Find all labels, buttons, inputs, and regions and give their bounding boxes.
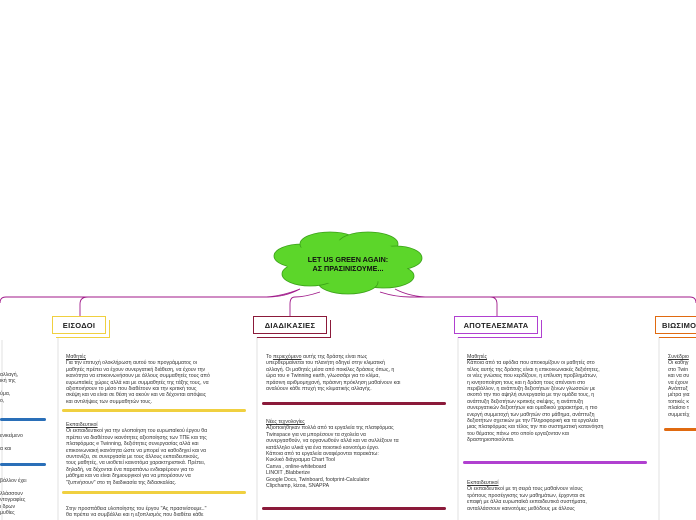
sep-apotelesmata-1 xyxy=(463,461,647,464)
note-heading: Μαθητές xyxy=(66,354,86,360)
note-apotelesmata-students: Μαθητές Κάποια από τα εφόδια που αποκομίζουν οι μαθητές στο τέλος αυτής της δράσης είναι η επικοινωνιακές δεξιότητες, οι νέες γνώσεις που κερδίζουν, η επίλυση προβλημάτων, η κινητοποίηση τους και η δράση τους απέναντι στο περιβάλλον, η ανάπτυξη δεξιοτήτων ξένων γλωσσών με σκοπό την πιο αψηλή συνεργασία με την ομάδα τους, η ανάπτυξη δεξιοτήτων κριτικής σκέψης, η ανάπτυξη συνεργατικών δεξιοτήτων και ομαδικού χαρακτήρα, η πιο ενεργή συμμετοχή των μαθητών στο μάθημα, ανάπτυξη δεξιοτήτων σχετικών με την Πληροφορική και τα εργαλεία μιας πλατφόρμας και τέλος την πιο συστηματική κατανόηση του θέματος πάνω στο οποίο εργαζονταν και δραστηριοποιούνται. xyxy=(467,354,604,444)
left-sep-1 xyxy=(0,418,46,421)
note-apotelesmata-teachers: Εκπαιδευτικοί Οι εκπαιδευτικοί με τη σειρά τους μαθαίνουν νέους τρόπους προσέγγισης των μαθημάτων, έρχονται σε επαφή με άλλα ευρωπαϊκά εκπαιδευτικά συστήματα, ανταλλάσσουν καινοτόμες μεθόδους με άλλους xyxy=(467,480,587,512)
topic-diadikasies-label: ΔΙΑΔΙΚΑΣΙΕΣ xyxy=(264,321,316,330)
edge-root-left xyxy=(0,289,300,303)
sep-diadikasies-2 xyxy=(262,507,446,510)
edge-root-viosimotita xyxy=(395,289,696,303)
sep-viosimotita-1 xyxy=(664,428,696,431)
edge-root-eisodoi xyxy=(80,289,300,316)
left-partial-block3: βάλλον έχει λλάσσουν ντογραφίες ι δρων μυθίες xyxy=(0,478,27,517)
note-heading: Εκπαιδευτικοί xyxy=(467,480,499,486)
sep-eisodoi-1 xyxy=(62,409,246,412)
left-partial-block1: αλλαγή, ική της ύμα, ο, xyxy=(0,372,19,404)
left-sep-2 xyxy=(0,463,46,466)
note-heading: Εκπαιδευτικοί xyxy=(66,422,98,428)
central-title: LET US GREEN AGAIN: ΑΣ ΠΡΑΣΙΝΙΣΟΥΜΕ... xyxy=(307,255,389,273)
topic-viosimotita[interactable] xyxy=(655,316,696,334)
note-heading: Νέες τεχνολογίες xyxy=(266,419,305,425)
note-viosimotita-conference: Συνέδριο Οι καθηγ στο Twin και να συ να έχουν Ανάπτυξ μέτρα για τοπικές κ πλαίσιο τ συμμετέχ xyxy=(668,354,696,418)
sep-diadikasies-1 xyxy=(262,402,446,405)
sep-eisodoi-2 xyxy=(62,491,246,494)
note-eisodoi-equipment: Στην προσπάθεια υλοποίησης του έργου "Ας πρασινίσουμε.." θα πρέπει να συμβάλλει και η εξοπλισμός που διαθέτει κάθε xyxy=(66,506,207,519)
topic-eisodoi-label: ΕΙΣΟΔΟΙ xyxy=(62,321,96,330)
left-partial-block2: ενικείμενο α και xyxy=(0,433,23,452)
note-diadikasies-content: Το περιεχόμενο αυτής της δράσης είναι πως υπερθερμαίνεται του πλανήτη οδηγεί στην κλιματική αλλαγή. Οι μαθητές μέσα από ποικίλες δράσεις όπως, η ώρα του e Twinning earth, γλωσσάρι για το κλίμα, πράσινη αριθμομηχανή, πράσινη πρόκληση μαθαίνουν και αναλύουν κάθε πτυχή της κλιματικής αλλαγής. xyxy=(266,354,401,393)
note-eisodoi-teachers: Εκπαιδευτικοί Οι εκπαιδευτικοί για την υλοποίηση του ευρωπαϊκού έργου θα πρέπει να διαθέτουν ικανότητες αξιοποίησης των ΤΠΕ και της πλατφόρμας e Twinning, δεξιότητες συνεργασίας αλλά και επικοινωνιακή ικανότητα ώστε να μπορεί να καθοδηγεί και να συντονίζει, σε συνεργασία με τους άλλους εκπαιδευτικούς, τους μαθητές, να υιοθετεί καινοτόμα χαρακτηριστικά. Πρέπει, δηλαδή, να δέχονται ένα παραπάνω ενδιαφέρουν για το μάθημα και να είναι δημιουργικοί για να μπορέσουν να "ξυπνήσουν" στο τη διαδικασία της διδασκαλίας. xyxy=(66,422,208,486)
note-heading: Μαθητές xyxy=(467,354,487,360)
topic-eisodoi[interactable] xyxy=(52,316,106,334)
note-heading: Συνέδριο xyxy=(668,354,689,360)
central-topic[interactable] xyxy=(272,230,424,296)
note-diadikasies-tech: Νέες τεχνολογίες Αξιοποιήθηκαν πολλά από τα εργαλεία της πλατφόρμας Twinspace για να μπορέσουν τα σχολεία να συνεργασθούν, να οργανωθούν αλλά και να συλλέξουν τα κατάλληλο υλικά για ένα ποιοτικό κοινοτόμο έργο. Κάποια από τα εργαλεία αναφέρονται παρακάτω: Κυκλικό διάγραμμα Chart Tool Canva , online-whiteboard LINOIT ,Blabberize Google Docs, Twinboard, footprint-Calculator Clipchamp, kizoa, SNAPPA xyxy=(266,419,399,490)
content-link[interactable]: περιεχόμενο xyxy=(272,354,302,360)
topic-viosimotita-label: ΒΙΩΣΙΜΟ xyxy=(662,321,696,330)
topic-apotelesmata[interactable] xyxy=(454,316,538,334)
topic-diadikasies[interactable] xyxy=(253,316,327,334)
topic-apotelesmata-label: ΑΠΟΤΕΛΕΣΜΑΤΑ xyxy=(463,321,529,330)
note-eisodoi-students: Μαθητές Για την επιτυχή ολοκλήρωση αυτού του προγράμματος οι μαθητές πρέπει να έχουν συνεργατική διάθεση, να έχουν την ικανότητα να επικοινωνήσουν με άλλους συμμαθητές τους από ευρωπαϊκές χώρες αλλά και με συμμαθητές της τάξης τους, να αξιοποιήσουν το μέσο που διαθέτουν και την κριτική τους σκέψη και να είναι σε θέση να ακούν και να δέχονται απόψεις και αντιλήψεις των συμμαθητών τους. xyxy=(66,354,210,405)
